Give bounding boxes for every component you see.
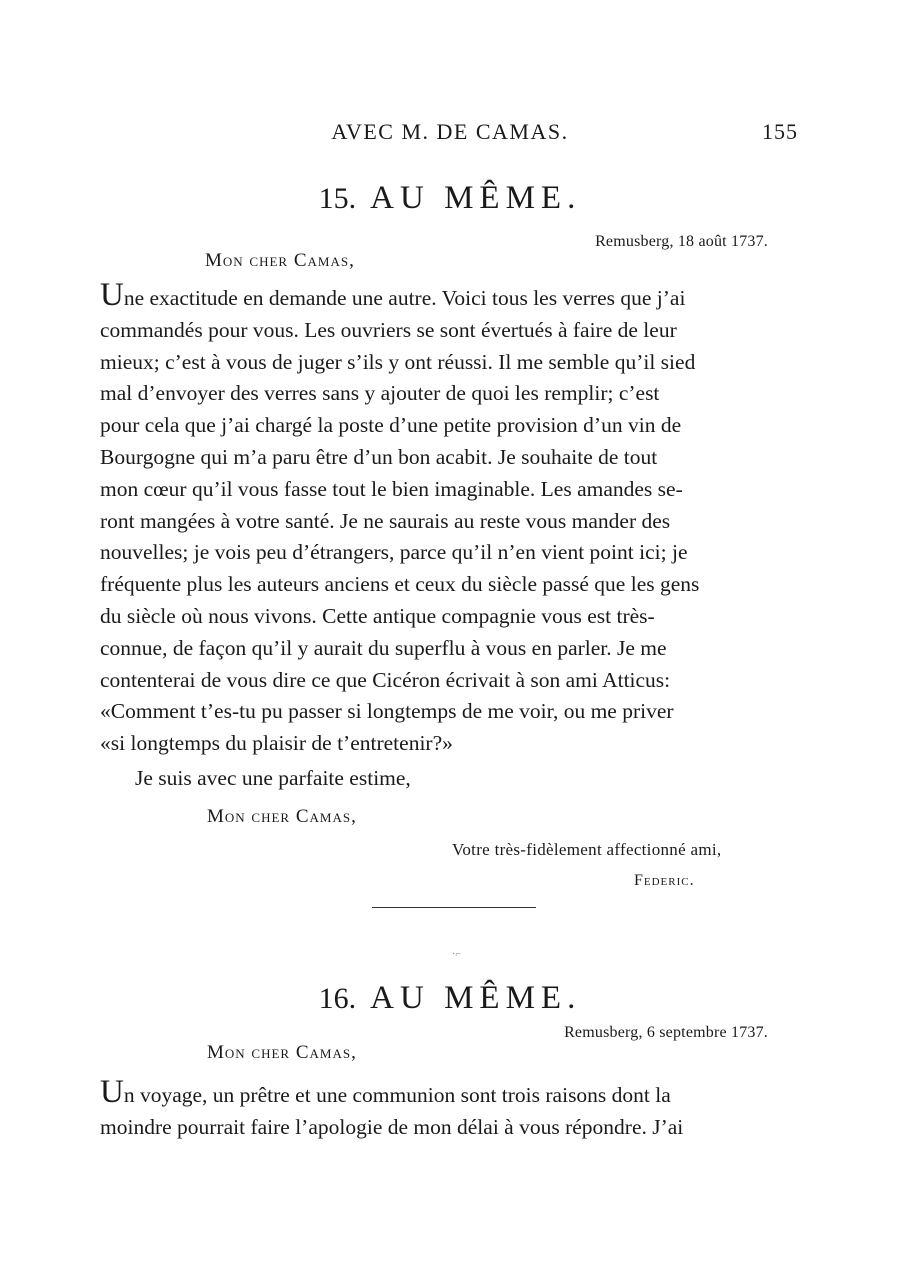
letter-title: AU MÊME. <box>370 180 582 216</box>
text-line: Bourgogne qui m’a paru être d’un bon acabit. Je souhaite de tout <box>100 444 658 469</box>
running-title: AVEC M. DE CAMAS. <box>331 119 569 144</box>
text-line: contenterai de vous dire ce que Cicéron écrivait à son ami Atticus: <box>100 667 671 692</box>
text-line: fréquente plus les auteurs anciens et ceux du siècle passé que les gens <box>100 572 700 597</box>
text-line: commandés pour vous. Les ouvriers se sont évertués à faire de leur <box>100 317 677 342</box>
text-line: pour cela que j’ai chargé la poste d’une petite provision d’un vin de <box>100 413 682 438</box>
letter-title: AU MÊME. <box>370 980 582 1016</box>
letter-number: 15. <box>318 182 357 215</box>
drop-cap: U <box>100 277 124 313</box>
text-line: «Comment t’es-tu pu passer si longtemps de me voir, ou me priver <box>100 699 674 724</box>
text-line: du siècle où nous vivons. Cette antique compagnie vous est très- <box>100 603 655 628</box>
text-line: nouvelles; je vois peu d’étrangers, parce qu’il n’en vient point ici; je <box>100 540 688 565</box>
letter-heading <box>100 180 800 217</box>
text-line: ront mangées à votre santé. Je ne saurais au reste vous mander des <box>100 508 671 533</box>
text-line: Un voyage, un prêtre et une communion sont trois raisons dont la <box>100 1074 671 1110</box>
text-line: mon cœur qu’il vous fasse tout le bien imaginable. Les amandes se- <box>100 476 683 501</box>
text-line: moindre pourrait faire l’apologie de mon délai à vous répondre. J’ai <box>100 1114 684 1139</box>
text-line: connue, de façon qu’il y aurait du superflu à vous en parler. Je me <box>100 635 667 660</box>
letter-body <box>100 1074 802 1144</box>
letter-heading <box>100 980 800 1017</box>
print-speck: ·⌐ <box>452 949 461 960</box>
salutation: Mon cher Camas, <box>207 1042 357 1063</box>
page-number: 155 <box>762 119 798 144</box>
text-line: mal d’envoyer des verres sans y ajouter de quoi les remplir; c’est <box>100 381 660 406</box>
drop-cap: U <box>100 1074 124 1110</box>
salutation: Mon cher Camas, <box>205 250 355 271</box>
dateline: Remusberg, 6 septembre 1737. <box>564 1024 768 1041</box>
closing-salutation: Mon cher Camas, <box>207 806 357 827</box>
letter-number: 16. <box>318 982 357 1015</box>
text-line: Une exactitude en demande une autre. Voici tous les verres que j’ai <box>100 277 686 313</box>
text-line: «si longtemps du plaisir de t’entretenir?» <box>100 731 453 756</box>
dateline: Remusberg, 18 août 1737. <box>595 233 768 250</box>
letter-body <box>100 277 802 760</box>
closing-line: Je suis avec une parfaite estime, <box>135 766 411 790</box>
section-divider <box>372 907 536 908</box>
text-line: mieux; c’est à vous de juger s’ils y ont réussi. Il me semble qu’il sied <box>100 349 696 374</box>
valediction: Votre très-fidèlement affectionné ami, <box>452 840 722 859</box>
signature: Federic. <box>634 872 695 889</box>
running-head <box>100 119 800 147</box>
